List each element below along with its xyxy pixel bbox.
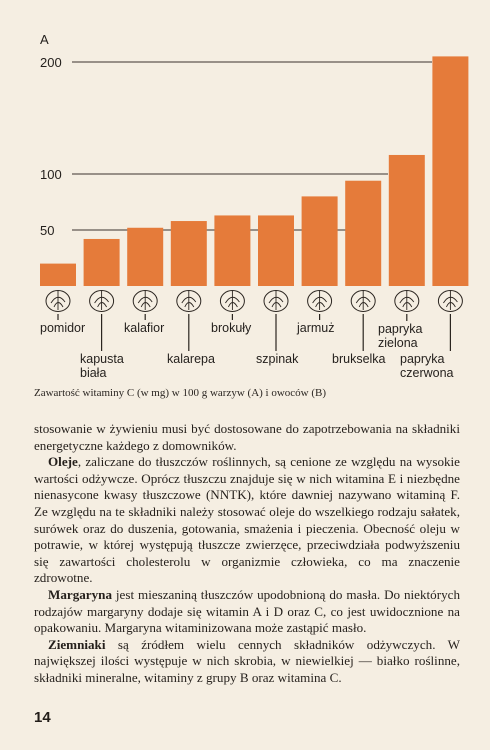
paragraph-ziemniaki bbox=[34, 637, 460, 687]
tomato-icon bbox=[46, 291, 70, 312]
bar-kapusta bbox=[84, 239, 120, 286]
category-label-jarmuz: jarmuż bbox=[297, 321, 335, 335]
spinach-icon bbox=[264, 291, 288, 312]
bar-papryka-czerwona bbox=[432, 56, 468, 286]
cauliflower-icon bbox=[133, 291, 157, 312]
bar-pomidor bbox=[40, 264, 76, 286]
kohlrabi-icon bbox=[177, 291, 201, 312]
y-tick-label-100: 100 bbox=[40, 167, 62, 182]
term-ziemniaki: Ziemniaki bbox=[48, 636, 106, 652]
brussels-sprouts-icon bbox=[351, 291, 375, 312]
bar-papryka-zielona bbox=[389, 155, 425, 286]
y-tick-label-50: 50 bbox=[40, 223, 55, 238]
green-pepper-icon bbox=[395, 291, 419, 312]
paragraph-margaryna-text: jest mieszaniną tłuszczów upodobnioną do masła. Do niektórych rodzajów margaryny dodaje się witamin A i D oraz C, co jest uwidocznione na opakowaniu. Margaryna witaminizowana może zastąpić masło. bbox=[34, 586, 460, 636]
y-tick-label-200: 200 bbox=[40, 55, 62, 70]
bar-kalafior bbox=[127, 228, 163, 286]
category-label-papryka-czerwona: papryka bbox=[400, 352, 445, 366]
bar-jarmuz bbox=[302, 196, 338, 286]
paragraph-margaryna bbox=[34, 587, 460, 637]
category-label-papryka-czerwona-line2: czerwona bbox=[400, 366, 454, 380]
paragraph-1: stosowanie w żywieniu musi być dostosowane do zapotrzebowania na składniki energetyczne każdego z domowników. bbox=[34, 421, 460, 453]
term-oleje: Oleje bbox=[48, 454, 78, 470]
broccoli-icon bbox=[220, 291, 244, 312]
category-label-kalafior: kalafior bbox=[124, 321, 165, 335]
category-label-szpinak: szpinak bbox=[256, 352, 299, 366]
page-number: 14 bbox=[34, 709, 51, 726]
bar-kalarepa bbox=[171, 221, 207, 286]
term-margaryna: Margaryna bbox=[48, 586, 112, 602]
bar-szpinak bbox=[258, 215, 294, 286]
paragraph-oleje-text: , zaliczane do tłuszczów roślinnych, są cenione ze względu na wysokie wartości odżywcze. Oprócz tłuszczu znajduje się w nich witamina E i niezbędne nienasycone kwasy tłuszczowe (NNTK), które dawniej nazywano witaminą F. Ze względu na te składniki należy stosować oleje do wszelkiego rodzaju sałatek, surówek oraz do duszenia, gotowania, smażenia i pieczenia. Obecność oleju w potrawie, w której występują tłuszcze zwierzęce, przeciwdziała podwyższeniu się zawartości cholesterolu w organizmie człowieka, co ma znaczenie zdrowotne. bbox=[34, 454, 460, 586]
figure-caption: Zawartość witaminy C (w mg) w 100 g warzyw (A) i owoców (B) bbox=[34, 387, 327, 399]
red-pepper-icon bbox=[438, 291, 462, 312]
kale-icon bbox=[308, 291, 332, 312]
cabbage-icon bbox=[90, 291, 114, 312]
category-label-papryka-zielona: papryka bbox=[378, 322, 423, 336]
paragraph-ziemniaki-text: są źródłem wielu cennych składników odżywczych. W największej ilości występuje w nich skrobia, w niewielkiej — białko roślinne, składniki mineralne, witaminy z grupy B oraz witamina C. bbox=[34, 636, 460, 685]
category-label-brukselka: brukselka bbox=[332, 352, 386, 366]
bar-brukselka bbox=[345, 181, 381, 286]
y-axis-label: A bbox=[40, 32, 49, 47]
category-label-brokuly: brokuły bbox=[211, 321, 252, 335]
body-text bbox=[34, 421, 460, 687]
bar-brokuly bbox=[214, 215, 250, 286]
category-label-pomidor: pomidor bbox=[40, 321, 86, 335]
category-label-kalarepa: kalarepa bbox=[167, 352, 215, 366]
paragraph-oleje bbox=[34, 454, 460, 587]
category-label-kapusta-line2: biała bbox=[80, 366, 107, 380]
category-label-papryka-zielona-line2: zielona bbox=[378, 336, 418, 350]
category-label-kapusta: kapusta bbox=[80, 352, 124, 366]
